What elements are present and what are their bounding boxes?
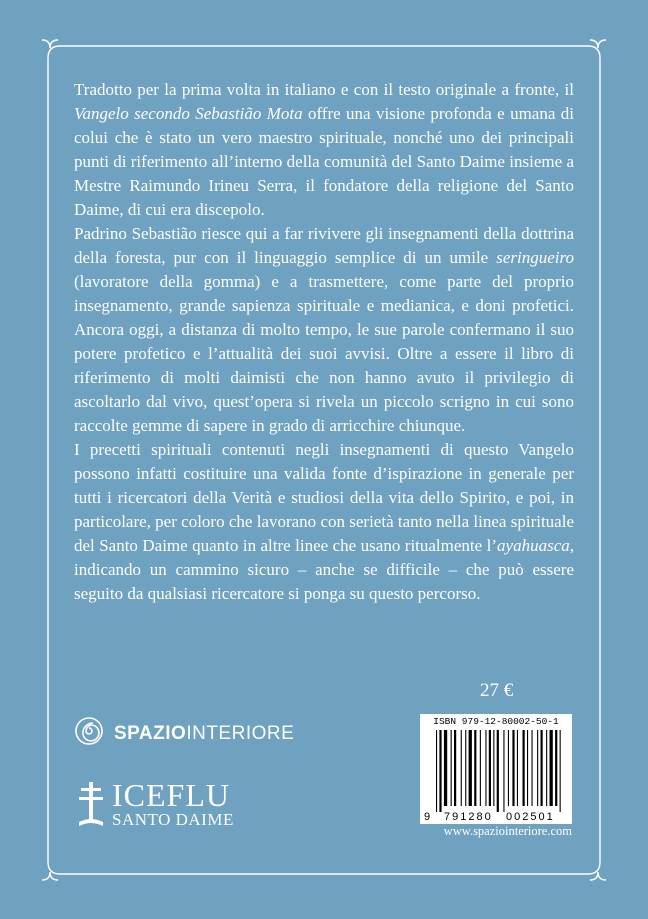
barcode-bar	[439, 730, 441, 812]
barcode-bar	[489, 730, 491, 806]
barcode-bars	[420, 714, 572, 824]
blurb-paragraph-3: I precetti spirituali contenuti negli insegnamenti di questo Vangelo possono infatti costituire una valida fonte d’ispirazione in generale per tutti i ricercatori della Verità e studiosi della vita dello Spirito, e poi, in particolare, per coloro che lavorano con serietà tanto nella linea spirituale del Santo Daime quanto in altre linee che usano ritualmente l’ayahuasca, indicando un cammino sicuro – anche se difficile – che può essere seguito da qualsiasi ricercatore si ponga su questo percorso.	[74, 440, 574, 603]
iceflu-subtitle: SANTO DAIME	[112, 810, 234, 829]
barcode-bar	[454, 730, 456, 806]
price-label: 27 €	[480, 680, 514, 701]
barcode-bar	[560, 730, 561, 812]
barcode-bar	[546, 730, 547, 806]
blurb-paragraph-2: Padrino Sebastião riesce qui a far rivivere gli insegnamenti della dottrina della foresta, pur con il linguaggio semplice di un umile seringueiro (lavoratore della gomma) e a trasmettere, come parte del proprio insegnamento, grande sapienza spirituale e medianica, e doni profetici. Ancora oggi, a distanza di molto tempo, le sue parole confermano il suo potere profetico e l’attualità dei suoi avvisi. Oltre a essere il libro di riferimento di molti daimisti che non hanno avuto il privilegio di ascoltarlo dal vivo, quest’opera si rivela un piccolo scrigno in cui sono raccolte gemme di sapere in grado di arricchire chiunque.	[74, 224, 574, 435]
barcode-bar	[550, 730, 553, 806]
barcode-bar	[503, 730, 504, 812]
barcode-bar	[497, 730, 499, 812]
barcode-bar	[537, 730, 538, 806]
publisher-website: www.spaziointeriore.com	[443, 824, 572, 838]
isbn-barcode: ISBN 979-12-80002-50-1 9 791280 002501	[420, 714, 572, 824]
barcode-bar	[527, 730, 528, 806]
blurb-paragraph-1: Tradotto per la prima volta in italiano e con il testo originale a fronte, il Vangelo secondo Sebastião Mota offre una visione profonda e umana di colui che è stato un vero maestro spirituale, nonché uno dei principali punti di riferimento all’interno della comunità del Santo Daime insieme a Mestre Raimundo Irineu Serra, il fondatore della religione del Santo Daime, di cui era discepolo.	[74, 80, 574, 219]
barcode-bar	[532, 730, 533, 806]
barcode-bar	[517, 730, 518, 806]
barcode-bar	[465, 730, 466, 806]
barcode-bar	[469, 730, 472, 806]
isbn-text: ISBN 979-12-80002-50-1	[433, 716, 559, 727]
publisher-logo	[74, 716, 294, 751]
barcode-bar	[444, 730, 447, 806]
barcode-bar	[555, 730, 557, 806]
barcode-bar	[451, 730, 452, 806]
book-title: Vangelo secondo Sebastião Mota	[74, 104, 303, 123]
iceflu-title: ICEFLU	[112, 777, 230, 813]
barcode-bar	[523, 730, 525, 806]
barcode-bar	[474, 730, 476, 806]
barcode-bar	[485, 730, 486, 806]
back-cover-blurb	[74, 78, 574, 606]
barcode-bar	[541, 730, 543, 806]
barcode-bar	[493, 730, 494, 806]
spiral-logo-icon	[74, 716, 104, 751]
publisher-name: SPAZIOINTERIORE	[114, 722, 295, 744]
barcode-bar	[480, 730, 481, 806]
barcode-bar	[512, 730, 514, 806]
iceflu-logo	[76, 777, 234, 835]
barcode-bar	[508, 730, 509, 806]
barcode-bar	[461, 730, 462, 806]
barcode-bar	[436, 730, 437, 812]
cross-of-caravaca-icon	[76, 780, 106, 835]
